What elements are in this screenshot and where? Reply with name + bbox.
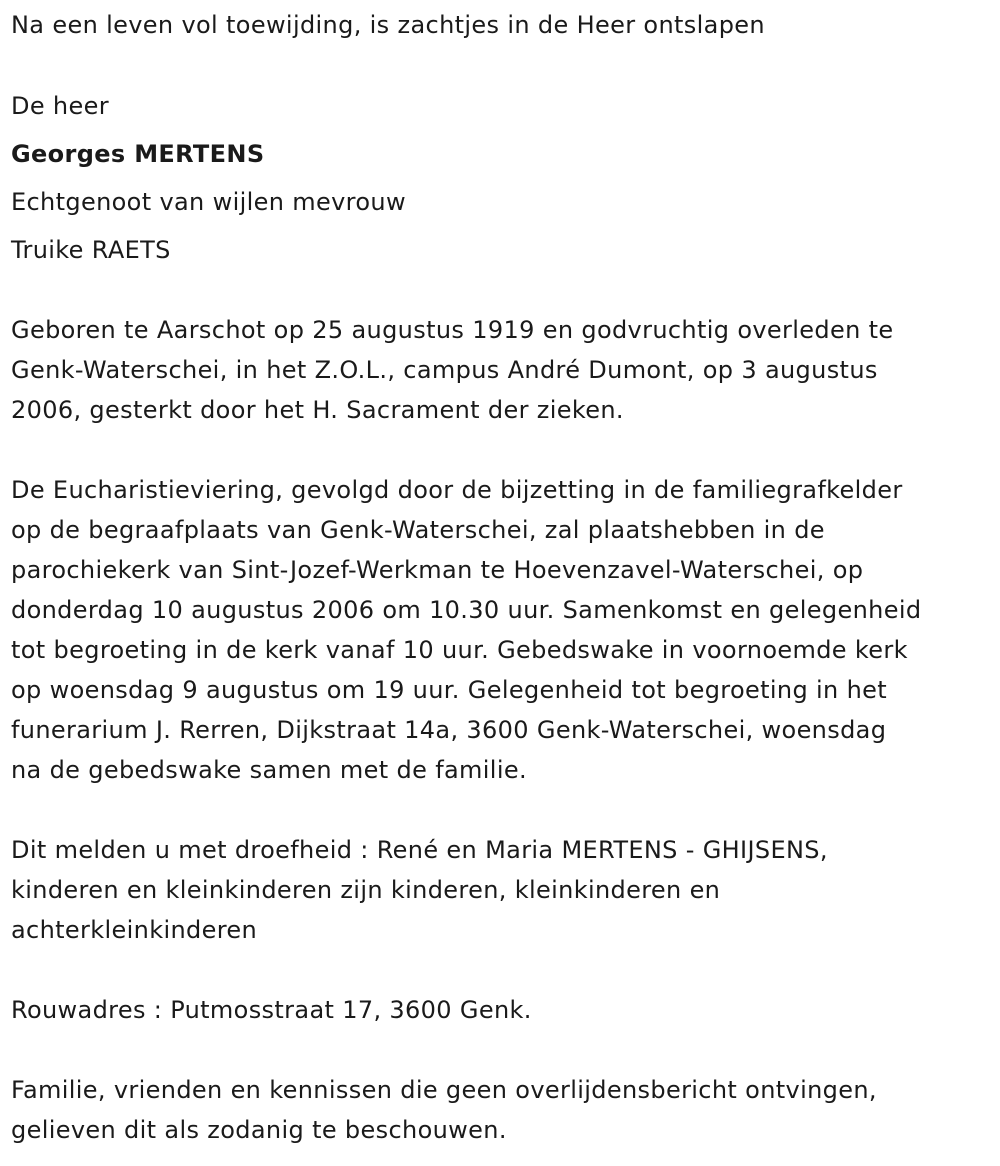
announcers-line: achterkleinkinderen (11, 916, 258, 944)
ceremony-line: parochiekerk van Sint-Jozef-Werkman te Hoevenzavel-Waterschei, op (11, 556, 864, 584)
birth-death-line: Genk-Waterschei, in het Z.O.L., campus André Dumont, op 3 augustus (11, 356, 878, 384)
intro-text: Na een leven vol toewijding, is zachtjes in de Heer ontslapen (11, 11, 765, 39)
ceremony-line: De Eucharistieviering, gevolgd door de bijzetting in de familiegrafkelder (11, 476, 903, 504)
mourning-address: Rouwadres : Putmosstraat 17, 3600 Genk. (11, 996, 532, 1024)
deceased-name: Georges MERTENS (11, 140, 265, 168)
birth-death-line: Geboren te Aarschot op 25 augustus 1919 en godvruchtig overleden te (11, 316, 894, 344)
spouse-name: Truike RAETS (11, 236, 171, 264)
spouse-relation: Echtgenoot van wijlen mevrouw (11, 188, 406, 216)
ceremony-line: tot begroeting in de kerk vanaf 10 uur. Gebedswake in voornoemde kerk (11, 636, 908, 664)
closing-line: Familie, vrienden en kennissen die geen overlijdensbericht ontvingen, (11, 1076, 877, 1104)
announcers-line: Dit melden u met droefheid : René en Maria MERTENS - GHIJSENS, (11, 836, 828, 864)
salutation: De heer (11, 92, 109, 120)
closing-line: gelieven dit als zodanig te beschouwen. (11, 1116, 507, 1144)
ceremony-line: donderdag 10 augustus 2006 om 10.30 uur. Samenkomst en gelegenheid (11, 596, 922, 624)
ceremony-line: na de gebedswake samen met de familie. (11, 756, 527, 784)
birth-death-line: 2006, gesterkt door het H. Sacrament der zieken. (11, 396, 624, 424)
ceremony-line: op de begraafplaats van Genk-Waterschei, zal plaatshebben in de (11, 516, 825, 544)
ceremony-line: op woensdag 9 augustus om 19 uur. Gelegenheid tot begroeting in het (11, 676, 888, 704)
announcers-line: kinderen en kleinkinderen zijn kinderen, kleinkinderen en (11, 876, 721, 904)
ceremony-line: funerarium J. Rerren, Dijkstraat 14a, 3600 Genk-Waterschei, woensdag (11, 716, 887, 744)
